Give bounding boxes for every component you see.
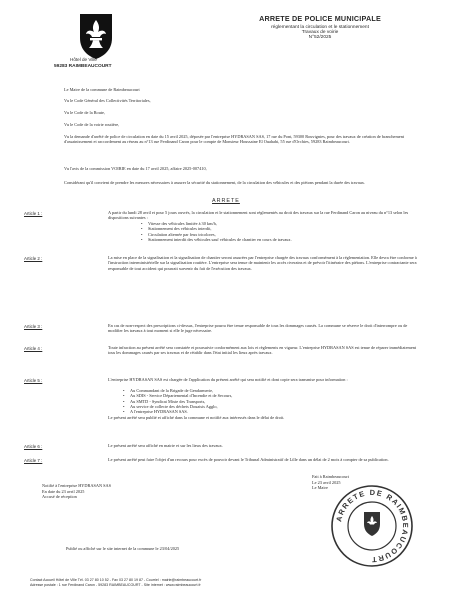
article-1-body xyxy=(108,210,418,242)
subtitle-line: réglementant la circulation et le stationnement xyxy=(271,25,369,30)
preamble-intro: Le Maire de la commune de Raimbeaucourt xyxy=(64,87,140,92)
preamble-vu: Vu le Code de la voirie routière, xyxy=(64,122,120,127)
preamble-vu: Vu le Code de la Route, xyxy=(64,110,106,115)
footer-address-line: Adresse postale : 1 rue Ferdinand Caron - 59283 RAIMBEAUCOURT - Site internet : www.raimbeaucourt.fr xyxy=(30,582,201,587)
list-item: • Au service de collecte des déchets Douaisis Agglo, xyxy=(130,404,418,409)
article-label: Article 6 : xyxy=(24,444,43,449)
header-block xyxy=(240,14,400,40)
article-text: La mise en place de la signalisation et la signalisation de chantier seront assurées par l'entreprise chargée des travaux conformément à la réglementation. Elle devra être conforme à l'instruction interministérielle sur la signalisation routière. L'entreprise sera tenue de maintenir les accès riverains et de prévoir l'itinéraire des piétons. L'entreprise contractante sera responsable de tout accident qui pourrait survenir du fait de l'exécution des travaux. xyxy=(108,255,417,271)
signature-role: Le Maire xyxy=(312,485,328,491)
notification-block xyxy=(42,483,111,500)
preamble-vu: Vu le Code Général des Collectivités Territoriales, xyxy=(64,98,151,103)
notification-line: Notifié à l'entreprise HYDRASAN SAS xyxy=(42,483,112,488)
coat-of-arms-logo xyxy=(78,12,114,60)
article-text: Le présent arrêté peut faire l'objet d'un recours pour excès de pouvoir devant le Tribunal Administratif de Lille dans un délai de 2 mois à compter de sa publication. xyxy=(108,457,389,462)
article-label: Article 4 : xyxy=(24,346,43,351)
town-hall-label: Hôtel de Ville xyxy=(70,57,97,62)
page-title: ARRETE DE POLICE MUNICIPALE xyxy=(259,14,381,23)
article-text: Toute infraction au présent arrêté sera constatée et poursuivie conformément aux lois et règlements en vigueur. L'entreprise HYDRASAN SAS est tenue de réparer immédiatement tous les dommages causés par ses travaux et de rétablir dans l'état initial les lieux après travaux. xyxy=(108,345,417,356)
arrete-heading: ARRETE xyxy=(212,198,240,204)
arrete-number: N°52/2025 xyxy=(308,35,332,40)
footer-contact-line: Contact Accueil Hôtel de Ville Tél. 03 27 80 10 52 - Fax 03 27 80 19 87 - Courriel : mairie@raimbeaucourt.fr xyxy=(30,578,202,582)
article-text: A partir du lundi 28 avril et pour 5 jours ouvrés, la circulation et le stationnement sont réglementés au droit des travaux sur la rue Ferdinand Caron au niveau du n°13 selon les dispositions suivantes : xyxy=(108,210,409,221)
list-item: • Stationnement des véhicules interdit, xyxy=(148,226,418,231)
article-text: Le présent arrêté sera affiché en mairie et sur les lieux des travaux. xyxy=(108,443,223,448)
article-label: Article 2 : xyxy=(24,256,43,261)
preamble-request: Vu la demande d'arrêté de police de circulation en date du 15 avril 2025, déposée par l'entreprise HYDRASAN SAS, 17 rue du Pont, 59300 Rouvignies, pour des travaux de création de branchement d'assainissement et raccordement au réseau au n°13 rue Ferdinand Caron pour le compte de Monsieur Houssaine El Ouahabi, 55 rue d'Orchies, 59283 Raimbeaucourt. xyxy=(64,134,405,145)
article-label: Article 7 : xyxy=(24,458,43,463)
page-footer xyxy=(30,578,440,587)
article-5-list xyxy=(108,388,418,414)
signature-place: Fait à Raimbeaucourt xyxy=(312,474,349,479)
subtitle-line: Travaux de voirie xyxy=(301,30,339,35)
list-item: • Au SDIS - Service Départemental d'Incendie et de Secours, xyxy=(130,393,418,398)
list-item: • Circulation alternée par feux tricolores, xyxy=(148,232,418,237)
svg-text:ARRETE DE RAIMBEAUCOURT: ARRETE DE RAIMBEAUCOURT xyxy=(334,487,411,565)
preamble-considerant: Considérant qu'il convient de prendre les mesures nécessaires à assurer la sécurité du stationnement, de la circulation des véhicules et des piétons pendant la durée des travaux. xyxy=(64,180,365,185)
article-5-body xyxy=(108,377,418,421)
official-stamp xyxy=(330,484,414,568)
publication-line: Publié ou affiché sur le site internet de la commune le 23/04/2025 xyxy=(66,546,180,551)
article-1-list xyxy=(108,221,418,242)
article-text: L'entreprise HYDRASAN SAS est chargée de l'application du présent arrêté qui sera notifié et dont copie sera transmise pour information : xyxy=(108,377,348,382)
signature-date: Le 23 avril 2025 xyxy=(312,479,341,485)
preamble-vu-avis: Vu l'avis de la commission VOIRIE en date du 17 avril 2025, affaire 2025-007410, xyxy=(64,166,207,171)
town-address-label: 59283 RAIMBEAUCOURT xyxy=(54,64,112,69)
notification-date: En date du 23 avril 2025 xyxy=(42,488,85,494)
article-text: En cas de non-respect des prescriptions ci-dessus, l'entreprise pourra être tenue responsable de tous les dommages causés. La commune se réserve le droit d'interrompre ou de modifier les travaux à tout moment si elle le juge nécessaire. xyxy=(108,323,408,334)
list-item: • Stationnement interdit des véhicules sauf véhicules de chantier en cours de travaux. xyxy=(148,237,418,242)
list-item: • A l'entreprise HYDRASAN SAS. xyxy=(130,409,418,414)
article-label: Article 5 : xyxy=(24,378,43,383)
article-label: Article 1 : xyxy=(24,211,43,216)
list-item: • Vitesse des véhicules limitée à 30 km/h, xyxy=(148,221,418,226)
list-item: • Au Commandant de la Brigade de Gendarmerie, xyxy=(130,388,418,393)
article-label: Article 3 : xyxy=(24,324,43,329)
notification-receipt: Accusé de réception xyxy=(42,494,77,500)
article-text: Le présent arrêté sera publié et affiché dans la commune et notifié aux intéressés dans le délai de droit. xyxy=(108,415,285,421)
list-item: • Au SMTD - Syndicat Mixte des Transports, xyxy=(130,399,418,404)
